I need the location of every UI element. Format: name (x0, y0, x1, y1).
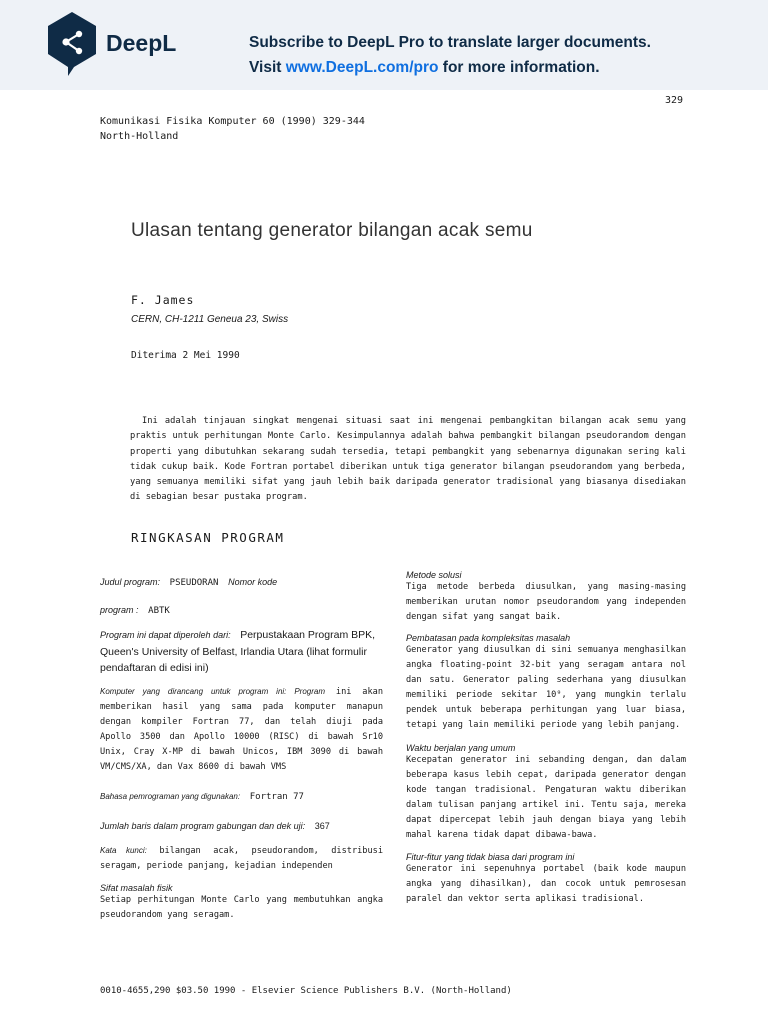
code-number-label: Nomor kode (228, 577, 278, 587)
language-label: Bahasa pemrograman yang digunakan: (100, 791, 241, 801)
runtime-label: Waktu berjalan yang umum (406, 743, 516, 753)
copyright-footer: 0010-4655,290 $03.50 1990 - Elsevier Science Publishers B.V. (North-Holland) (100, 986, 512, 996)
method-value: Tiga metode berbeda diusulkan, yang masing-masing memberikan urutan nomor pseudorandom yang independen dengan sifat yang sangat baik. (406, 582, 686, 622)
lines-row (100, 814, 383, 833)
promo-line-2-prefix: Visit (249, 59, 286, 76)
program-title-row (100, 570, 383, 592)
abstract: Ini adalah tinjauan singkat mengenai situasi saat ini mengenai pembangkitan bilangan acak semu yang praktis untuk perhitungan Monte Carlo. Kesimpulannya adalah bahwa pembangkit bilangan pseudorandom dengan properti yang dibutuhkan sekarang sudah tersedia, tetapi pembangkit yang sebenarnya digunakan sering kali tidak cukup baik. Kode Fortran portabel diberikan untuk tiga generator bilangan pseudorandom yang berbeda, yang semuanya memiliki sifat yang jauh lebih baik daripada generator tradisional yang biasanya disediakan di sebagian besar pustaka program. (130, 416, 686, 503)
nature-value: Setiap perhitungan Monte Carlo yang membutuhkan angka pseudorandom yang seragam. (100, 894, 383, 920)
deepl-brand-name: DeepL (106, 30, 177, 56)
program-code-value: ABTK (148, 606, 170, 616)
summary-left-column (100, 570, 383, 923)
restrictions-label: Pembatasan pada kompleksitas masalah (406, 633, 571, 643)
section-heading: RINGKASAN PROGRAM (131, 530, 285, 545)
summary-right-column (406, 570, 686, 907)
runtime-value: Kecepatan generator ini sebanding dengan, dan dalam beberapa kasus lebih cepat, daripada generator dengan kode tangan tradisional. Pengaturan waktu diberikan dalam tulisan panjang artikel ini. Tentu saja, mereka dapat dipercepat lebih jauh dengan biaya yang lebih mahal karena tidak dapat dibawa-bawa. (406, 755, 686, 840)
lines-label: Jumlah baris dalam program gabungan dan dek uji: (100, 820, 306, 831)
author-affiliation: CERN, CH-1211 Geneua 23, Swiss (131, 314, 289, 325)
restrictions-value: Generator yang diusulkan di sini semuanya menghasilkan angka floating-point 32-bit yang seragam antara nol dan satu. Generator paling sederhana yang diusulkan memiliki periode sekitar 10⁹, yang mungkin terlalu pendek untuk beberapa perhitungan yang luar biasa, tetapi yang lain memiliki periode yang lebih panjang. (406, 645, 686, 730)
obtain-label: Program ini dapat diperoleh dari: (100, 630, 231, 640)
deepl-logo[interactable] (46, 10, 186, 80)
obtain-block (100, 626, 383, 676)
deepl-pro-link[interactable]: www.DeepL.com/pro (285, 59, 439, 76)
language-row (100, 784, 383, 803)
features-label: Fitur-fitur yang tidak biasa dari program ini (406, 852, 575, 862)
program-title-value: PSEUDORAN (169, 578, 219, 588)
features-value: Generator ini sepenuhnya portabel (baik kode maupun angka yang dihasilkan), dan cocok untuk pemrosesan paralel dan vektor serta aplikasi tradisional. (406, 864, 686, 904)
obtain-value: Perpustakaan Program BPK, Queen's University of Belfast, Irlandia Utara (lihat formulir pendaftaran di edisi ini) (100, 629, 376, 674)
computer-block (100, 684, 383, 775)
promo-line-2-suffix: for more information. (438, 59, 600, 76)
nature-block (100, 883, 383, 923)
runtime-block (406, 743, 686, 843)
keywords-block (100, 843, 383, 874)
method-label: Metode solusi (406, 570, 462, 580)
program-code-row (100, 598, 383, 620)
journal-citation: Komunikasi Fisika Komputer 60 (1990) 329-344 (100, 116, 365, 127)
computer-value: ini akan memberikan hasil yang sama pada komputer manapun dengan kompiler Fortran 77, dan telah diuji pada Apollo 3500 dan Apollo 10000 (RISC) di bawah Sr10 Unix, Cray X-MP di bawah Unicos, IBM 3090 di bawah VM/CMS/XA, dan Vax 8600 di bawah VMS (100, 686, 383, 772)
program-title-label: Judul program: (100, 577, 161, 587)
article-author: F. James (131, 293, 195, 307)
journal-publisher: North-Holland (100, 131, 179, 142)
computer-label: Komputer yang dirancang untuk program ini: Program (100, 686, 325, 696)
journal-info (100, 114, 365, 144)
promo-line-2 (249, 55, 749, 80)
promo-text (249, 30, 749, 80)
language-value: Fortran 77 (249, 791, 304, 802)
page-number: 329 (665, 95, 684, 106)
lines-value: 367 (314, 820, 330, 831)
keywords-value: bilangan acak, pseudorandom, distribusi seragam, periode panjang, kejadian independen (100, 845, 383, 871)
received-date: Diterima 2 Mei 1990 (131, 350, 240, 361)
features-block (406, 852, 686, 907)
nature-label: Sifat masalah fisik (100, 882, 173, 893)
promo-line-1: Subscribe to DeepL Pro to translate larger documents. (249, 34, 651, 51)
method-block (406, 570, 686, 625)
deepl-promo-banner (0, 0, 768, 90)
deepl-logo-icon (46, 10, 98, 78)
article-title: Ulasan tentang generator bilangan acak semu (131, 220, 533, 241)
program-code-label: program : (100, 605, 139, 615)
keywords-label: Kata kunci: (100, 845, 147, 855)
restrictions-block (406, 633, 686, 733)
